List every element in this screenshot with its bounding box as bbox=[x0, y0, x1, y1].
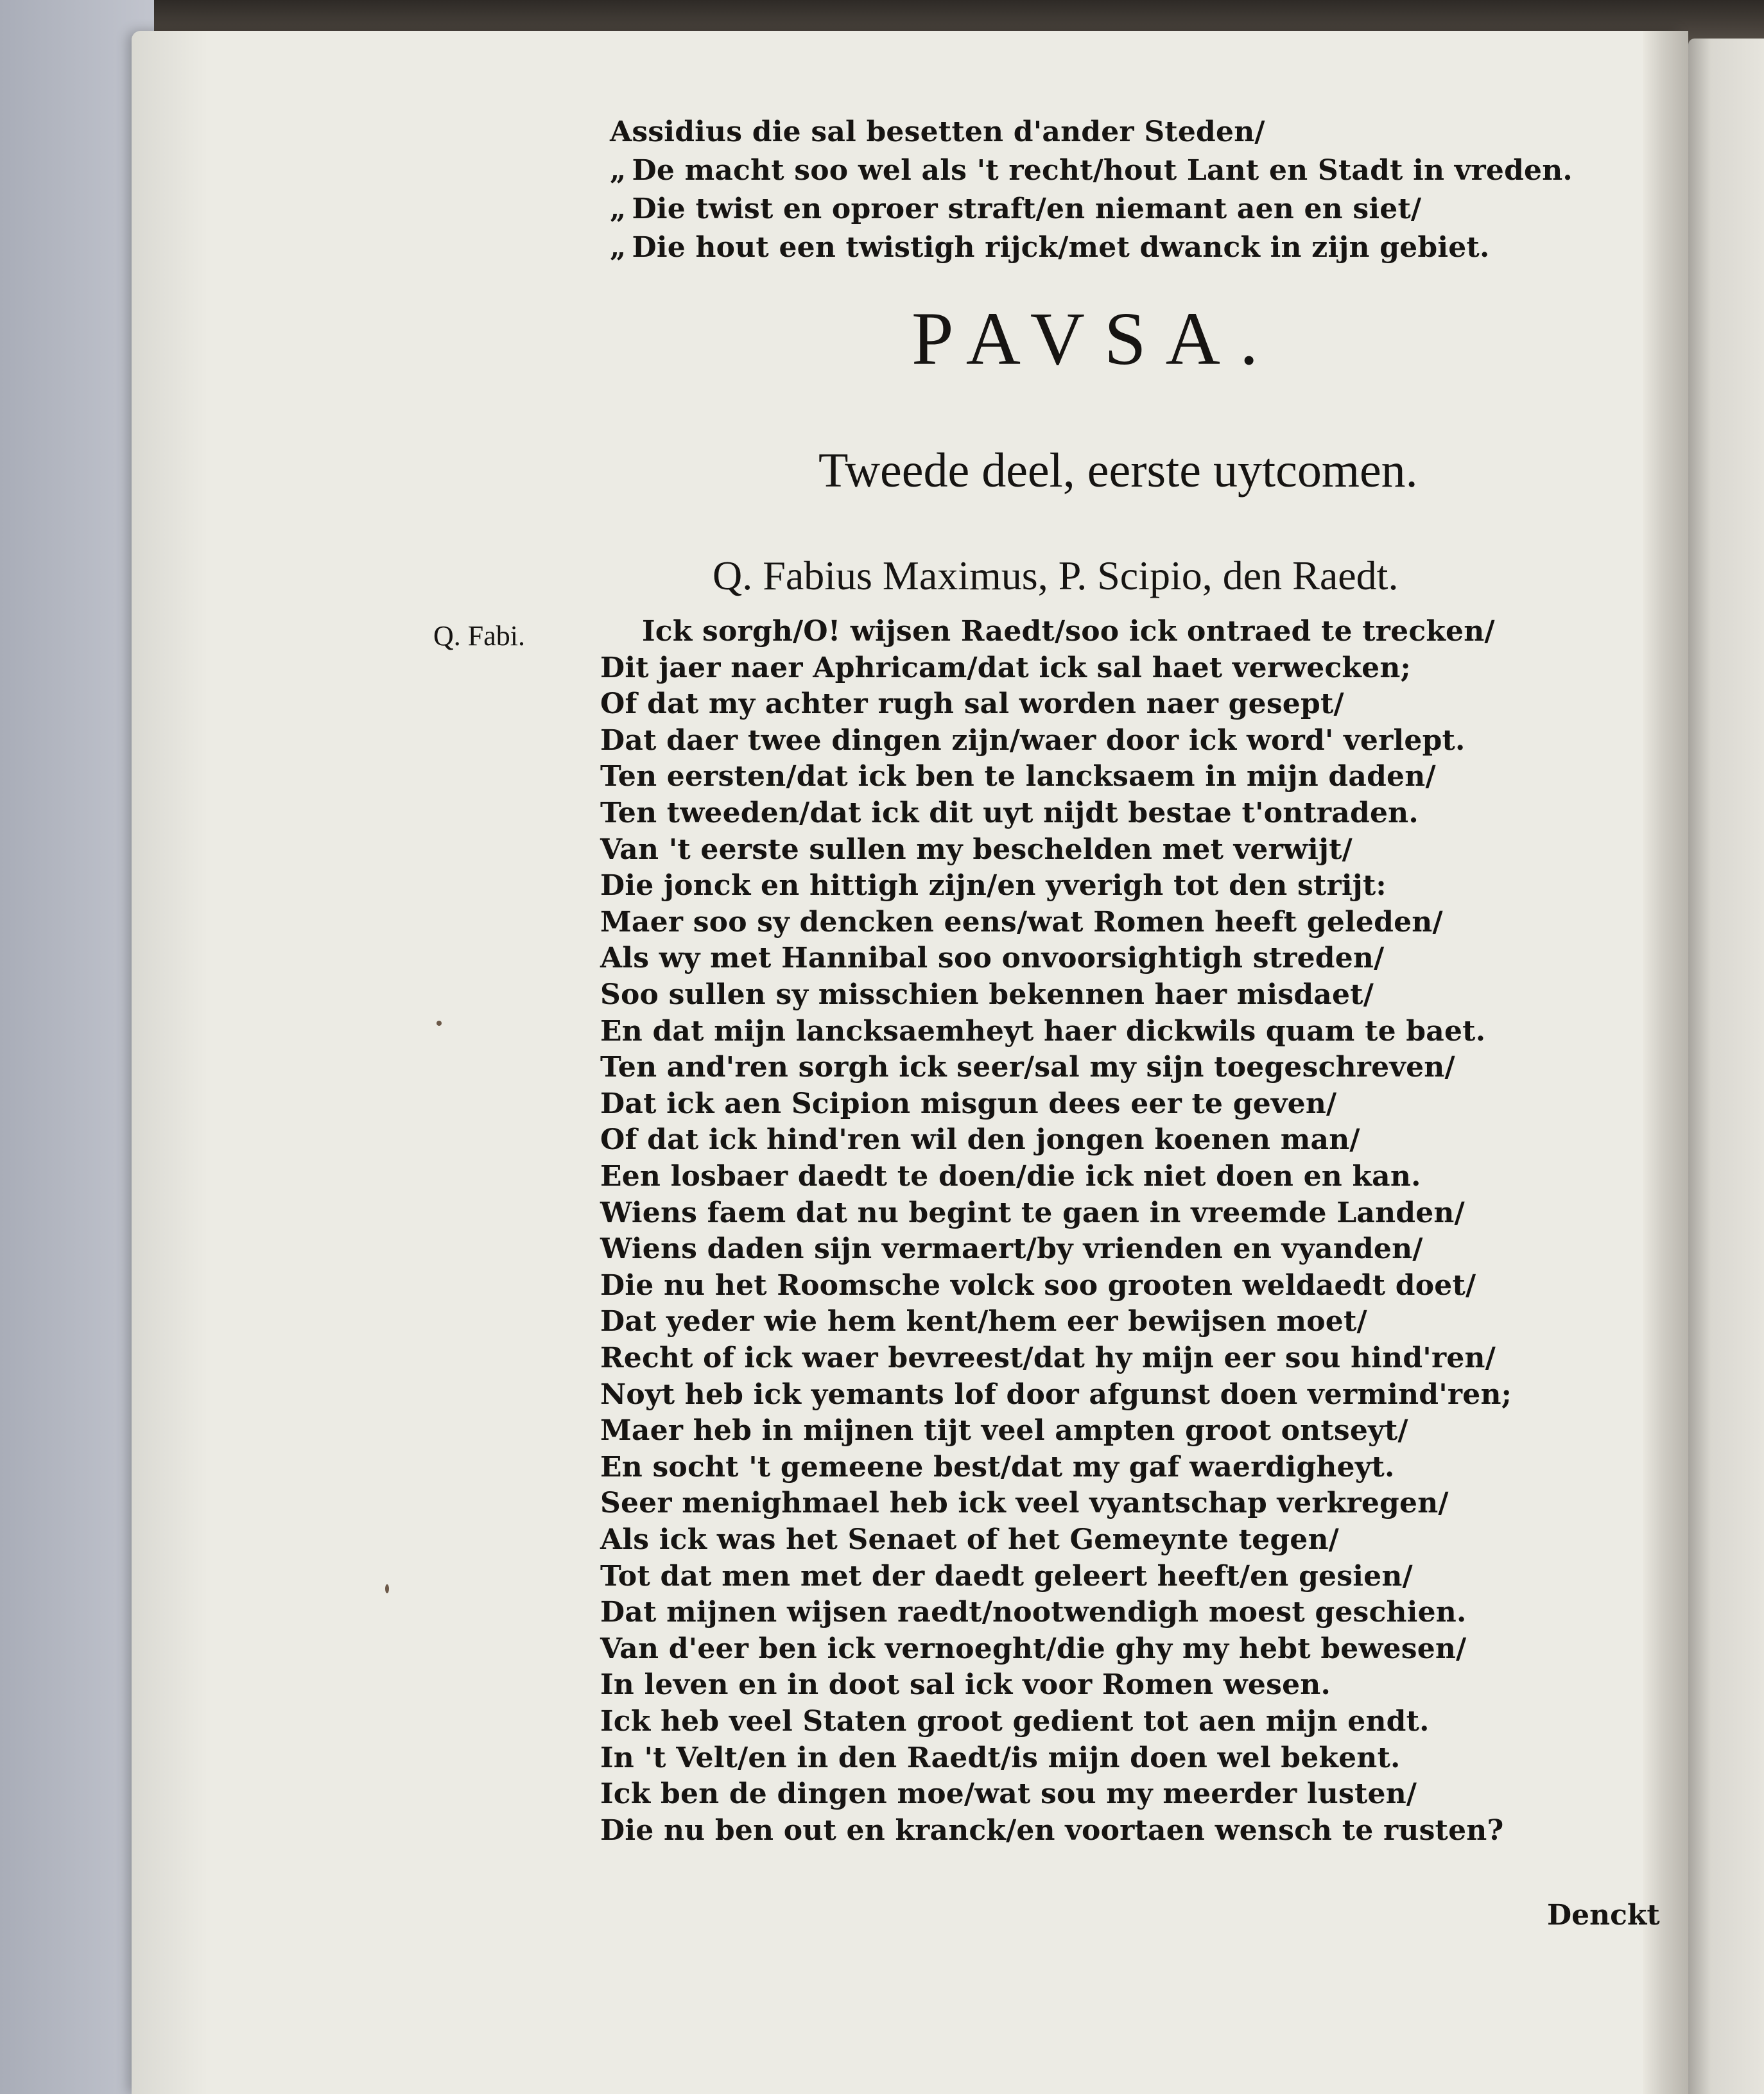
top-line-2: „ De macht soo wel als 't recht/hout Lant en Stadt in vreden. bbox=[610, 154, 1573, 187]
verse-line: In 't Velt/en in den Raedt/is mijn doen wel bekent. bbox=[600, 1742, 1401, 1774]
verse-line: Soo sullen sy misschien bekennen haer misdaet/ bbox=[600, 978, 1374, 1011]
verse-line: Of dat ick hind'ren wil den jongen koenen man/ bbox=[600, 1123, 1360, 1156]
verse-line: Dat yeder wie hem kent/hem eer bewijsen moet/ bbox=[600, 1305, 1367, 1338]
verse-line: Wiens daden sijn vermaert/by vrienden en vyanden/ bbox=[600, 1233, 1423, 1265]
verse-line: Ick heb veel Staten groot gedient tot aen mijn endt. bbox=[600, 1705, 1430, 1738]
verse-line: Ten eersten/dat ick ben te lancksaem in mijn daden/ bbox=[600, 760, 1436, 793]
verse-line: Of dat my achter rugh sal worden naer gesept/ bbox=[600, 688, 1344, 720]
verse-line: En socht 't gemeene best/dat my gaf waerdigheyt. bbox=[600, 1451, 1395, 1484]
verse-line: Die nu het Roomsche volck soo grooten weldaedt doet/ bbox=[600, 1269, 1476, 1302]
section-heading: PAVSA. bbox=[912, 297, 1278, 381]
verse-line: Dit jaer naer Aphricam/dat ick sal haet verwecken; bbox=[600, 652, 1411, 684]
facing-page-edge bbox=[1688, 39, 1764, 2094]
verse-line: Wiens faem dat nu begint te gaen in vreemde Landen/ bbox=[600, 1197, 1465, 1229]
verse-line: Seer menighmael heb ick veel vyantschap verkregen/ bbox=[600, 1487, 1449, 1519]
verse-line: Die nu ben out en kranck/en voortaen wensch te rusten? bbox=[600, 1814, 1504, 1847]
top-line-3: „ Die twist en oproer straft/en niemant aen en siet/ bbox=[610, 193, 1421, 225]
catchword: Denckt bbox=[1547, 1899, 1660, 1932]
verse-line: Van 't eerste sullen my beschelden met verwijt/ bbox=[600, 833, 1353, 866]
verse-line: Maer heb in mijnen tijt veel ampten groot ontseyt/ bbox=[600, 1414, 1408, 1447]
verse-line: Als ick was het Senaet of het Gemeynte tegen/ bbox=[600, 1523, 1339, 1556]
persons-line: Q. Fabius Maximus, P. Scipio, den Raedt. bbox=[713, 553, 1399, 598]
book-gutter bbox=[1643, 31, 1688, 2094]
verse-line: Als wy met Hannibal soo onvoorsightigh streden/ bbox=[600, 942, 1385, 974]
background-left bbox=[0, 0, 154, 2094]
verse-line: En dat mijn lancksaemheyt haer dickwils quam te baet. bbox=[600, 1015, 1486, 1048]
speaker-label: Q. Fabi. bbox=[433, 620, 525, 652]
verse-line: Ick sorgh/O! wijsen Raedt/soo ick ontraed te trecken/ bbox=[642, 615, 1495, 648]
verse-line: Die jonck en hittigh zijn/en yverigh tot den strijt: bbox=[600, 869, 1387, 902]
verse-line: Noyt heb ick yemants lof door afgunst doen vermind'ren; bbox=[600, 1378, 1512, 1411]
verse-line: Dat ick aen Scipion misgun dees eer te geven/ bbox=[600, 1087, 1337, 1120]
verse-line: Een losbaer daedt te doen/die ick niet doen en kan. bbox=[600, 1160, 1421, 1193]
paper-speck bbox=[437, 1021, 442, 1026]
top-line-4: „ Die hout een twistigh rijck/met dwanck in zijn gebiet. bbox=[610, 231, 1489, 264]
paper-speck bbox=[385, 1584, 389, 1593]
verse-line: Dat mijnen wijsen raedt/nootwendigh moest geschien. bbox=[600, 1596, 1467, 1629]
verse-line: Ten tweeden/dat ick dit uyt nijdt bestae t'ontraden. bbox=[600, 797, 1419, 829]
verse-line: Maer soo sy dencken eens/wat Romen heeft geleden/ bbox=[600, 906, 1443, 939]
verse-line: Ten and'ren sorgh ick seer/sal my sijn toegeschreven/ bbox=[600, 1051, 1455, 1084]
verse-line: Recht of ick waer bevreest/dat hy mijn eer sou hind'ren/ bbox=[600, 1342, 1496, 1374]
verse-line: Van d'eer ben ick vernoeght/die ghy my hebt bewesen/ bbox=[600, 1632, 1467, 1665]
section-subheading: Tweede deel, eerste uytcomen. bbox=[818, 444, 1418, 498]
verse-line: In leven en in doot sal ick voor Romen wesen. bbox=[600, 1668, 1331, 1701]
verse-line: Ick ben de dingen moe/wat sou my meerder lusten/ bbox=[600, 1778, 1417, 1810]
verse-line: Tot dat men met der daedt geleert heeft/en gesien/ bbox=[600, 1560, 1413, 1593]
top-line-1: Assidius die sal besetten d'ander Steden/ bbox=[610, 116, 1265, 148]
verse-line: Dat daer twee dingen zijn/waer door ick word' verlept. bbox=[600, 724, 1466, 757]
